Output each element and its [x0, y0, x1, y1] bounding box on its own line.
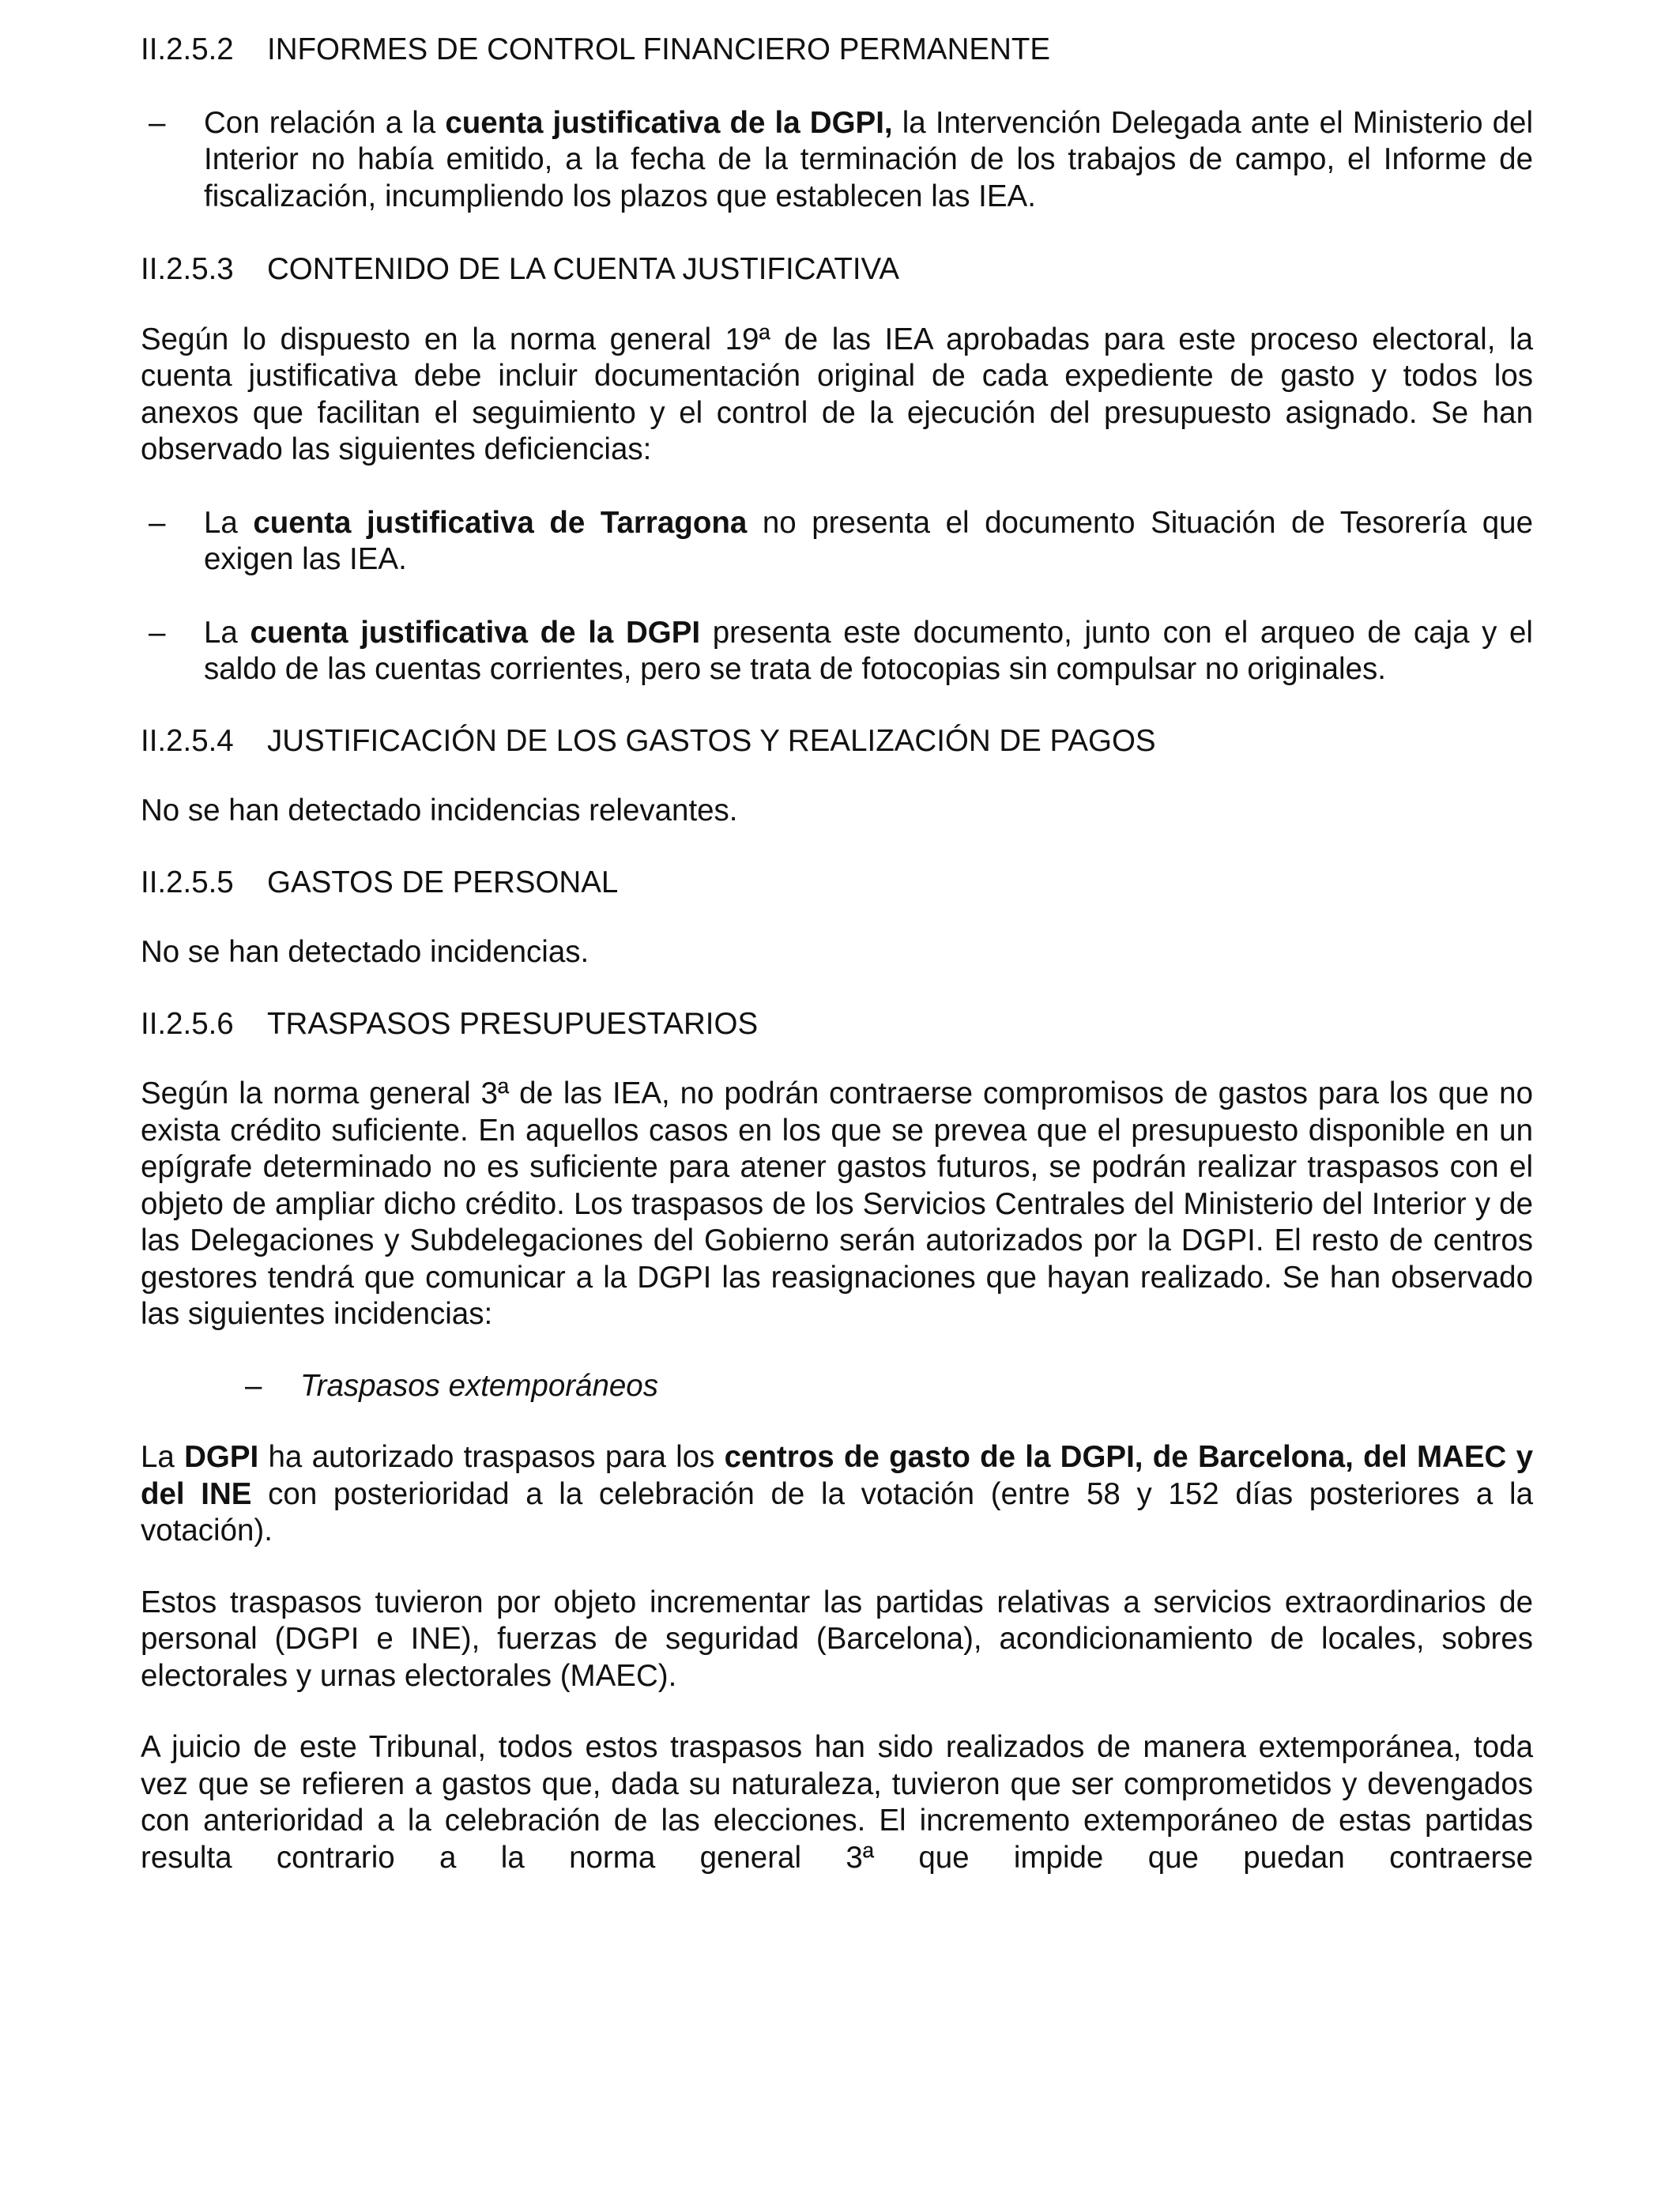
section-title: JUSTIFICACIÓN DE LOS GASTOS Y REALIZACIÓN DE PAGOS [267, 723, 1156, 758]
bullet-text: Con relación a la cuenta justificativa de la DGPI, la Intervención Delegada ante el Ministerio del Interior no había emitido, a la fecha de la terminación de los trabajos de campo, el Informe de fiscalización, incumpliendo los plazos que establecen las IEA. [204, 105, 1534, 213]
paragraph: No se han detectado incidencias. [141, 935, 590, 969]
bold-text: cuenta justificativa de Tarragona [253, 505, 748, 540]
bold-text: DGPI [184, 1440, 259, 1474]
bold-text: centros de gasto de la DGPI, de Barcelona, del MAEC y del INE [141, 1440, 1533, 1511]
section-title: INFORMES DE CONTROL FINANCIERO PERMANENTE [267, 32, 1051, 66]
paragraph: Según lo dispuesto en la norma general 19ª de las IEA aprobadas para este proceso electoral, la cuenta justificativa debe incluir documentación original de cada expediente de gasto y todos los anexos que facilitan el seguimiento y el control de la ejecución del presupuesto asignado. Se han observado las siguientes deficiencias: [141, 322, 1533, 466]
section-heading-2-5-5 [141, 865, 1533, 902]
section-number: II.2.5.2 [141, 32, 234, 66]
section-heading-2-5-4 [141, 723, 1533, 760]
section-title: GASTOS DE PERSONAL [267, 865, 619, 899]
bold-text: cuenta justificativa de la DGPI [250, 615, 701, 650]
dash-bullet: – [149, 505, 166, 540]
section-number: II.2.5.3 [141, 252, 234, 286]
bullet-text: La cuenta justificativa de Tarragona no presenta el documento Situación de Tesorería que exigen las IEA. [204, 505, 1533, 576]
section-heading-2-5-2 [141, 32, 1533, 69]
paragraph: A juicio de este Tribunal, todos estos traspasos han sido realizados de manera extemporánea, toda vez que se refieren a gastos que, dada su naturaleza, tuvieron que ser comprometidos y devengados con anterioridad a la celebración de las elecciones. El incremento extemporáneo de estas partidas resulta contrario a la norma general 3ª que impide que puedan contraerse [141, 1730, 1533, 1875]
document-page [141, 32, 1533, 1876]
section-number: II.2.5.4 [141, 723, 234, 758]
dash-bullet: – [149, 105, 166, 140]
section-number: II.2.5.6 [141, 1006, 234, 1041]
paragraph: Según la norma general 3ª de las IEA, no podrán contraerse compromisos de gastos para los que no exista crédito suficiente. En aquellos casos en los que se prevea que el presupuesto disponible en un epígrafe determinado no es suficiente para atener gastos futuros, se podrán realizar traspasos con el objeto de ampliar dicho crédito. Los traspasos de los Servicios Centrales del Ministerio del Interior y de las Delegaciones y Subdelegaciones del Gobierno serán autorizados por la DGPI. El resto de centros gestores tendrá que comunicar a la DGPI las reasignaciones que hayan realizado. Se han observado las siguientes incidencias: [141, 1076, 1533, 1331]
paragraph: La DGPI ha autorizado traspasos para los centros de gasto de la DGPI, de Barcelona, del MAEC y del INE con posterioridad a la celebración de la votación (entre 58 y 152 días posteriores a la votación). [141, 1440, 1533, 1547]
section-heading-2-5-3 [141, 251, 1533, 288]
section-number: II.2.5.5 [141, 865, 234, 899]
section-title: TRASPASOS PRESUPUESTARIOS [267, 1006, 759, 1041]
paragraph: Estos traspasos tuvieron por objeto incrementar las partidas relativas a servicios extraordinarios de personal (DGPI e INE), fuerzas de seguridad (Barcelona), acondicionamiento de locales, sobres electorales y urnas electorales (MAEC). [141, 1585, 1533, 1693]
bullet-text: La cuenta justificativa de la DGPI presenta este documento, junto con el arqueo de caja y el saldo de las cuentas corrientes, pero se trata de fotocopias sin compulsar no originales. [204, 615, 1533, 686]
paragraph: No se han detectado incidencias relevantes. [141, 794, 738, 827]
bullet-item [141, 505, 1533, 579]
bullet-item [141, 105, 1533, 216]
bullet-item [141, 615, 1533, 688]
dash-bullet: – [245, 1368, 262, 1403]
section-title: CONTENIDO DE LA CUENTA JUSTIFICATIVA [267, 252, 900, 286]
subheading-item [141, 1368, 1533, 1405]
italic-subheading: Traspasos extemporáneos [300, 1368, 658, 1403]
section-heading-2-5-6 [141, 1006, 1533, 1043]
bold-text: cuenta justificativa de la DGPI, [445, 105, 893, 140]
dash-bullet: – [149, 615, 166, 650]
